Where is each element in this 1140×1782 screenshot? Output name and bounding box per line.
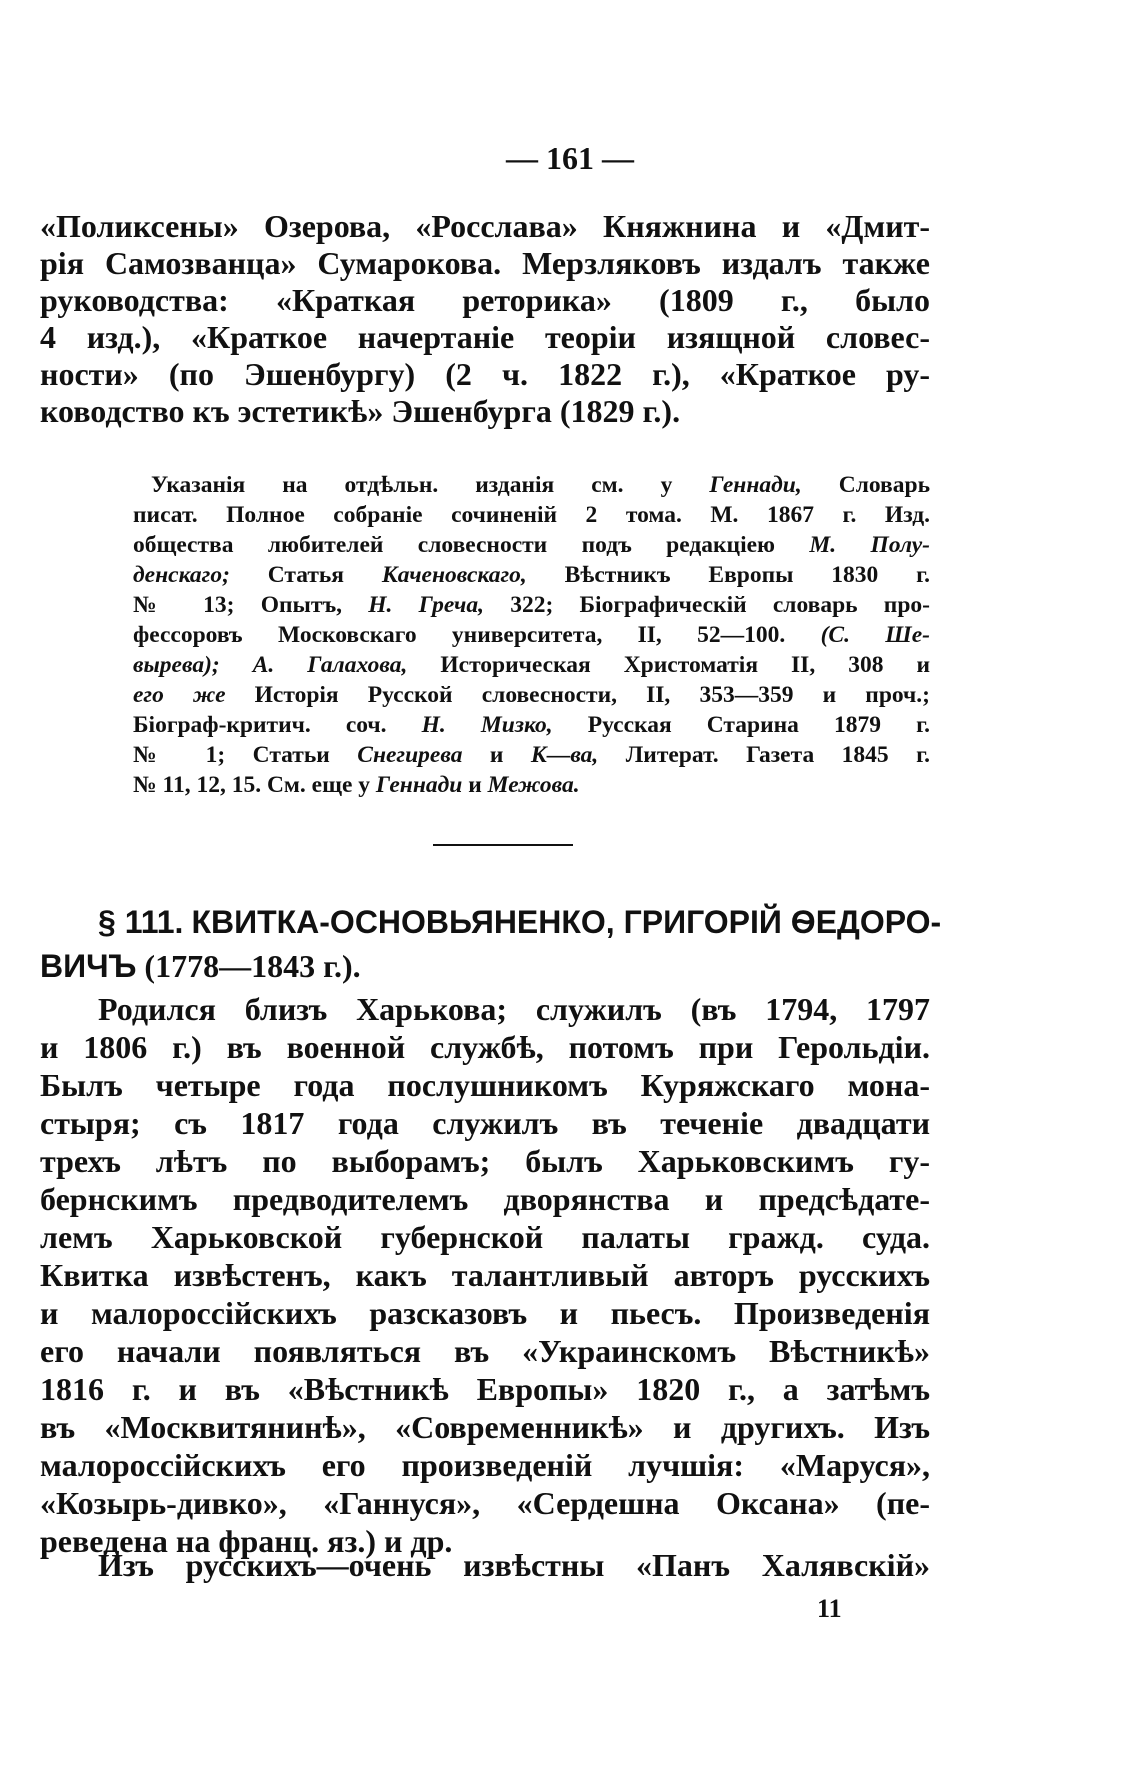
text-line: и малороссійскихъ разсказовъ и пьесъ. Произведенія bbox=[40, 1295, 930, 1331]
text-line: Изъ русскихъ—очень извѣстны «Панъ Халявскій» bbox=[98, 1547, 930, 1583]
note-line: Біограф-критич. соч. Н. Мизко, Русская Старина 1879 г. bbox=[133, 712, 930, 738]
note-line: вырева); А. Галахова, Историческая Христоматія II, 308 и bbox=[133, 652, 930, 678]
text-line: 1816 г. и въ «Вѣстникѣ Европы» 1820 г., а затѣмъ bbox=[40, 1371, 930, 1407]
note-line: его же Исторія Русской словесности, II, 353—359 и проч.; bbox=[133, 682, 930, 708]
paragraph-merzlyakov bbox=[40, 208, 930, 430]
text-line: лемъ Харьковской губернской палаты гражд. суда. bbox=[40, 1219, 930, 1255]
text-line: Квитка извѣстенъ, какъ талантливый авторъ русскихъ bbox=[40, 1257, 930, 1293]
note-line: писат. Полное собраніе сочиненій 2 тома. М. 1867 г. Изд. bbox=[133, 502, 930, 528]
text-line: малороссійскихъ его произведеній лучшія: «Маруся», bbox=[40, 1447, 930, 1483]
note-line: Указанія на отдѣльн. изданія см. у Геннади, Словарь bbox=[151, 472, 930, 498]
text-line: Родился близъ Харькова; служилъ (въ 1794, 1797 bbox=[98, 991, 930, 1027]
text-line: рія Самозванца» Сумарокова. Мерзляковъ издалъ также bbox=[40, 245, 930, 281]
text-line: «Козырь-дивко», «Ганнуся», «Сердешна Оксана» (пе- bbox=[40, 1485, 930, 1521]
text-line: Былъ четыре года послушникомъ Куряжскаго мона- bbox=[40, 1067, 930, 1103]
note-line: № 13; Опытъ, Н. Греча, 322; Біографическій словарь про- bbox=[133, 592, 930, 618]
note-line: № 1; Статьи Снегирева и К—ва, Литерат. Газета 1845 г. bbox=[133, 742, 930, 768]
section-years: (1778—1843 г.). bbox=[144, 948, 361, 984]
text-line: реведена на франц. яз.) и др. bbox=[40, 1523, 453, 1559]
text-line: ководство къ эстетикѣ» Эшенбурга (1829 г.). bbox=[40, 393, 681, 429]
section-heading-line bbox=[40, 900, 942, 944]
section-number: § 111. bbox=[98, 904, 184, 940]
text-line: ности» (по Эшенбургу) (2 ч. 1822 г.), «Краткое ру- bbox=[40, 356, 930, 392]
note-line: денскаго; Статья Каченовскаго, Вѣстникъ Европы 1830 г. bbox=[133, 562, 930, 588]
text-line: въ «Москвитянинѣ», «Современникѣ» и другихъ. Изъ bbox=[40, 1409, 930, 1445]
text-line: «Поликсены» Озерова, «Росслава» Княжнина и «Дмит- bbox=[40, 208, 930, 244]
bibliography-notes bbox=[133, 470, 930, 800]
section-heading bbox=[40, 900, 942, 988]
text-line: 4 изд.), «Краткое начертаніе теоріи изящной словес- bbox=[40, 319, 930, 355]
text-line: стыря; съ 1817 года служилъ въ теченіе двадцати bbox=[40, 1105, 930, 1141]
section-divider bbox=[433, 844, 573, 846]
printer-signature: 11 bbox=[817, 1594, 842, 1623]
section-title-end: ВИЧЪ bbox=[40, 948, 137, 984]
section-heading-line bbox=[40, 944, 930, 988]
paragraph-biography bbox=[40, 990, 930, 1560]
page-number: — 161 — bbox=[506, 140, 634, 176]
note-line: общества любителей словесности подъ редакціею М. Полу- bbox=[133, 532, 930, 558]
text-line: руководства: «Краткая реторика» (1809 г., было bbox=[40, 282, 930, 318]
text-line: трехъ лѣтъ по выборамъ; былъ Харьковскимъ гу- bbox=[40, 1143, 930, 1179]
note-line: № 11, 12, 15. См. еще у Геннади и Межова. bbox=[133, 772, 580, 798]
section-title: КВИТКА-ОСНОВЬЯНЕНКО, ГРИГОРІЙ ѲЕДОРО- bbox=[191, 904, 942, 940]
text-line: его начали появляться въ «Украинскомъ Вѣстникѣ» bbox=[40, 1333, 930, 1369]
text-line: и 1806 г.) въ военной службѣ, потомъ при Герольдіи. bbox=[40, 1029, 930, 1065]
note-line: фессоровъ Московскаго университета, II, 52—100. (С. Ше- bbox=[133, 622, 931, 648]
paragraph-works bbox=[40, 1546, 930, 1584]
text-line: бернскимъ предводителемъ дворянства и предсѣдате- bbox=[40, 1181, 930, 1217]
